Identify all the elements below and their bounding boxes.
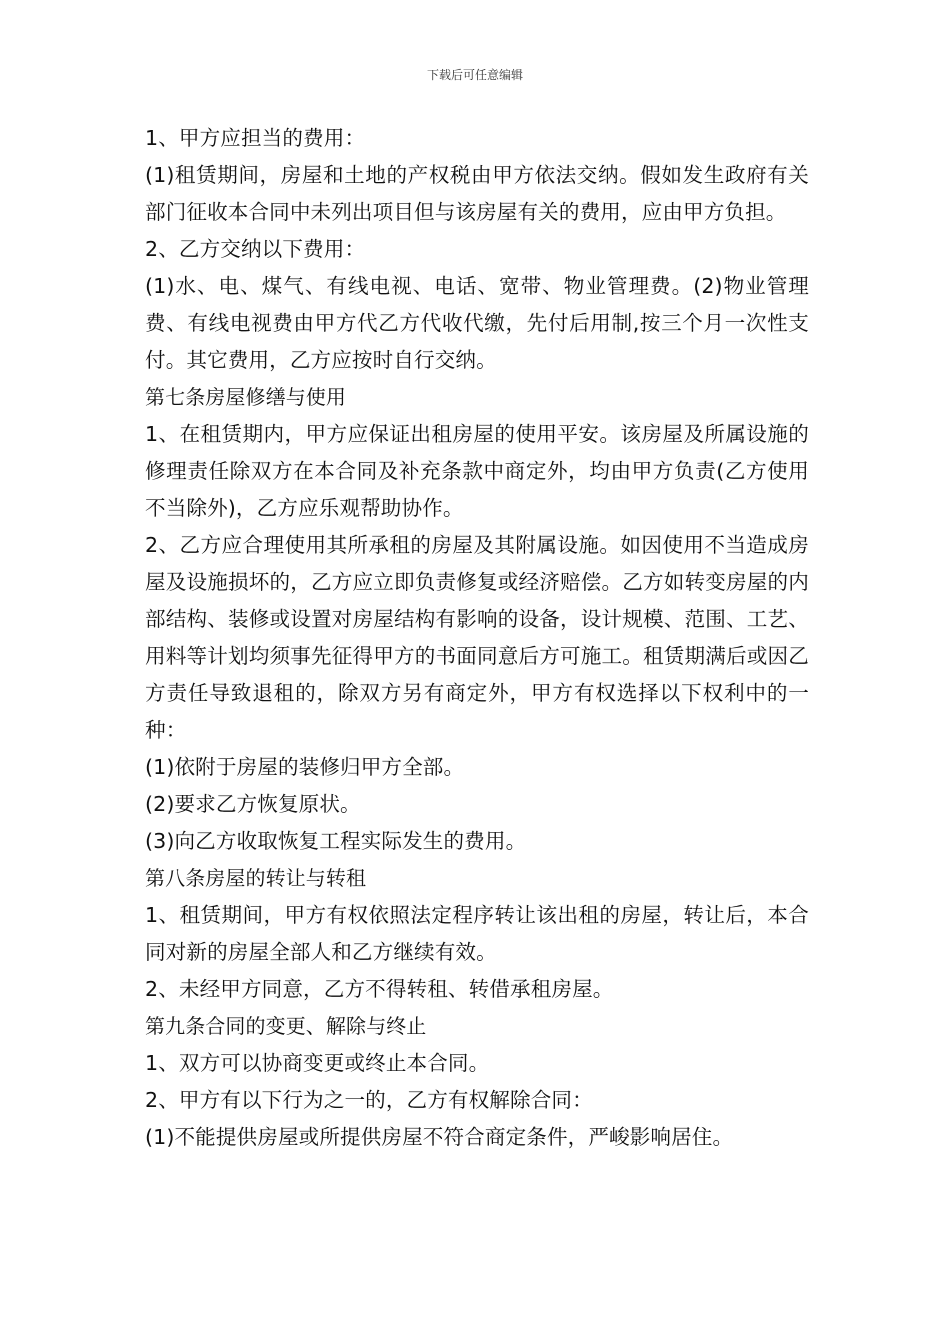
article-heading: 第八条房屋的转让与转租	[145, 866, 367, 890]
clause-paragraph: (1)不能提供房屋或所提供房屋不符合商定条件，严峻影响居住。	[145, 1125, 734, 1149]
clause-paragraph: 1、双方可以协商变更或终止本合同。	[145, 1051, 490, 1075]
clause-paragraph: 1、在租赁期内，甲方应保证出租房屋的使用平安。该房屋及所属设施的修理责任除双方在本合同及补充条款中商定外，均由甲方负责(乙方使用不当除外)，乙方应乐观帮助协作。	[145, 422, 809, 520]
clause-paragraph: 1、甲方应担当的费用：	[145, 126, 366, 150]
article-heading: 第七条房屋修缮与使用	[145, 385, 346, 409]
clause-paragraph: (1)依附于房屋的装修归甲方全部。	[145, 755, 465, 779]
clause-paragraph: 1、租赁期间，甲方有权依照法定程序转让该出租的房屋，转让后，本合同对新的房屋全部人和乙方继续有效。	[145, 903, 809, 964]
clause-paragraph: 2、未经甲方同意，乙方不得转租、转借承租房屋。	[145, 977, 614, 1001]
page-header: 下载后可任意编辑	[426, 68, 523, 82]
clause-paragraph: (2)要求乙方恢复原状。	[145, 792, 361, 816]
clause-paragraph: (3)向乙方收取恢复工程实际发生的费用。	[145, 829, 527, 853]
document-body	[145, 120, 809, 1156]
article-heading: 第九条合同的变更、解除与终止	[145, 1014, 427, 1038]
clause-paragraph: 2、乙方交纳以下费用：	[145, 237, 366, 261]
clause-paragraph: 2、乙方应合理使用其所承租的房屋及其附属设施。如因使用不当造成房屋及设施损坏的，乙方应立即负责修复或经济赔偿。乙方如转变房屋的内部结构、装修或设置对房屋结构有影响的设备，设计规模、范围、工艺、用料等计划均须事先征得甲方的书面同意后方可施工。租赁期满后或因乙方责任导致退租的，除双方另有商定外，甲方有权选择以下权利中的一种：	[145, 533, 809, 742]
clause-paragraph: 2、甲方有以下行为之一的，乙方有权解除合同：	[145, 1088, 593, 1112]
clause-paragraph: (1)水、电、煤气、有线电视、电话、宽带、物业管理费。(2)物业管理费、有线电视费由甲方代乙方代收代缴，先付后用制,按三个月一次性支付。其它费用，乙方应按时自行交纳。	[145, 274, 809, 372]
clause-paragraph: (1)租赁期间，房屋和土地的产权税由甲方依法交纳。假如发生政府有关部门征收本合同中未列出项目但与该房屋有关的费用，应由甲方负担。	[145, 163, 809, 224]
